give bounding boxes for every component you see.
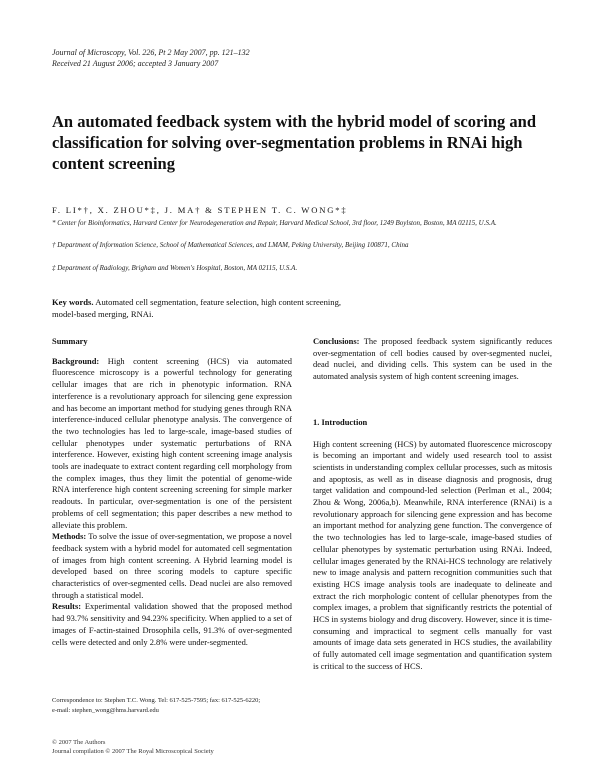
affiliation-1: * Center for Bioinformatics, Harvard Center for Neurodegeneration and Repair, Harvard Medical School, 3rd floor, 1249 Boylston, Boston, MA 02115, U.S.A. <box>52 219 497 227</box>
methods-text: To solve the issue of over-segmentation, we propose a novel feedback system with a hybrid model for automated cell segmentation of images from high content screening. A Hybrid learning model is developed based on three scoring models to capture specific characteristics of over-segmented cells. Dead nuclei are also removed through a statistical model. <box>52 531 292 600</box>
summary-results <box>52 601 292 648</box>
background-label: Background: <box>52 355 100 366</box>
results-label: Results: <box>52 601 82 612</box>
correspondence-note <box>52 696 297 716</box>
keywords <box>52 296 352 320</box>
copyright-authors: © 2007 The Authors <box>52 739 106 746</box>
received-dates: Received 21 August 2006; accepted 3 January 2007 <box>52 59 219 68</box>
journal-header <box>52 47 250 69</box>
summary-conclusions <box>313 336 552 383</box>
results-text: Experimental validation showed that the proposed method had 93.7% sensitivity and 94.23% specificity. When applied to a set of images of F-actin-stained Drosophila cells, 91.3% of over-segmented cells were detected and only 2.8% were under-segmented. <box>52 601 293 647</box>
affiliation-3: ‡ Department of Radiology, Brigham and Women's Hospital, Boston, MA 02115, U.S.A. <box>52 264 298 272</box>
introduction-text: High content screening (HCS) by automated fluorescence microscopy is becoming an important and widely used research tool to assist scientists in understanding complex cellular processes, such as mitosis and apoptosis, as well as in disease diagnosis and prognosis, drug target validation and compound-led selection (Perlman et al., 2004; Zhou & Wong, 2006a,b). Meanwhile, RNA interference (RNAi) is a revolutionary approach for silencing gene expression and has become an important method for analyzing gene function. The convergence of the two technologies has led to large-scale, image-based studies of cellular phenotypes by systematic perturbation using RNAi. Indeed, cellular images generated by the RNAi-HCS technology are relatively new to image analysis and pattern recognition communities such that existing HCS image analysis tools are inadequate to delineate and extract the rich morphologic content of cellular phenotypes from the complex images, a problem that significantly restricts the potential of HCS in systems biology and drug discovery. However, since it is time-consuming and impractical to segment cells manually for vast amounts of image data sets generated in HCS studies, the availability of fully automated cell image segmentation and quantification system is critical to the success of HCS. <box>313 438 552 671</box>
summary-methods <box>52 531 292 601</box>
methods-label: Methods: <box>52 531 87 542</box>
correspondence-email: e-mail: stephen_wong@hms.harvard.edu <box>52 707 159 714</box>
summary-column <box>52 336 292 648</box>
keywords-label: Key words. <box>52 297 94 307</box>
copyright-journal: Journal compilation © 2007 The Royal Microscopical Society <box>52 748 214 755</box>
introduction-heading: 1. Introduction <box>313 416 368 427</box>
right-column <box>313 336 552 673</box>
correspondence-line-1: Correspondence to: Stephen T.C. Wong. Tel: 617-525-7595; fax: 617-525-6220; <box>52 697 261 704</box>
keywords-text: Automated cell segmentation, feature selection, high content screening, model-based merging, RNAi. <box>52 297 342 319</box>
conclusions-text: The proposed feedback system significantly reduces over-segmentation of cell bodies caused by over-segmented nuclei, dead nuclei, and dividing cells. This system can be used in the automated analysis system of high content screening images. <box>313 336 552 382</box>
summary-background <box>52 356 292 532</box>
journal-citation: Journal of Microscopy, Vol. 226, Pt 2 May 2007, pp. 121–132 <box>52 48 250 57</box>
background-text: High content screening (HCS) via automated fluorescence microscopy is a powerful technology for generating cellular images that are rich in phenotypic information. RNA interference is a revolutionary approach for silencing gene expression and has become an important method for studying genes through RNA interference-induced cellular phenotype analysis. The convergence of the two technologies has led to large-scale, image-based studies of cellular phenotypes under systematic perturbations of RNA interference. However, existing high content screening image analysis tools are inadequate to extract content regarding cell morphology from the complex images, thus they limit the potential of genome-wide RNA interference high content screening screening for simple marker readouts. In particular, over-segmentation is one of the persistent problems of cell segmentation; this paper describes a new method to alleviate this problem. <box>52 355 292 530</box>
affiliation-2: † Department of Information Science, School of Mathematical Sciences, and LMAM, Peking University, Beijing 100871, China <box>52 241 409 249</box>
paper-title: An automated feedback system with the hybrid model of scoring and classification for solving over-segmentation problems in RNAi high content screening <box>52 112 537 173</box>
author-list: F. LI*†, X. ZHOU*‡, J. MA† & STEPHEN T. C. WONG*‡ <box>52 205 348 215</box>
conclusions-label: Conclusions: <box>313 336 360 346</box>
copyright-footer <box>52 738 352 756</box>
summary-heading: Summary <box>52 336 88 346</box>
